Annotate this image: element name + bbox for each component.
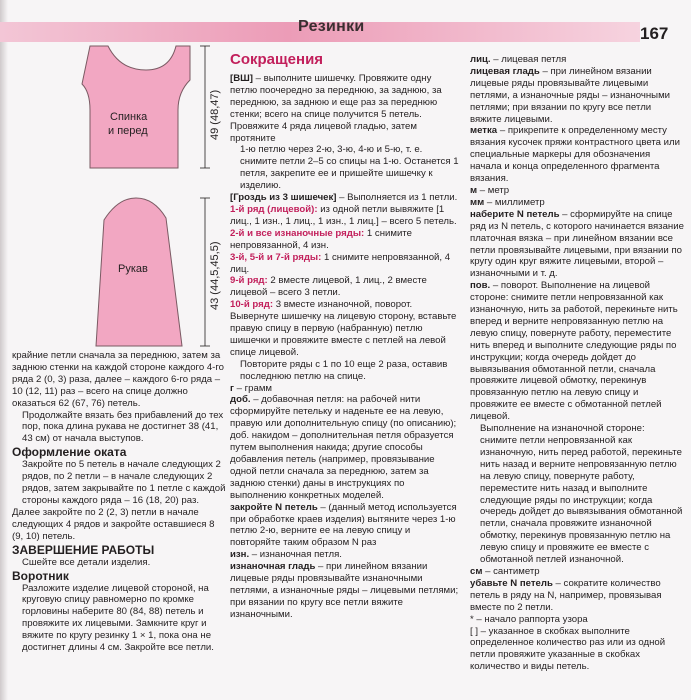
abbr-mm: мм – миллиметр (470, 196, 545, 208)
abbr-m: м – метр (470, 184, 510, 196)
abbr-dob: доб. – добавочная петля: на рабочей нити сформируйте петельку и наденьте ее на левую, правую или дополнительную спицу (по описанию); доб. накидом – дополнительная петля образуется путем выполнения накида; другие способы добавления петель (например, провязывание одной петли сначала за переднюю, затем за заднюю стенки) даны в инструкциях по выполнению конкретных моделей. (230, 394, 457, 501)
body-dimension-text: 49 (48,47) (209, 89, 221, 140)
heading-okat: Оформление оката (12, 445, 127, 460)
page-number: 167 (640, 24, 669, 43)
heading-collar: Воротник (12, 568, 69, 583)
abbr-row-3: 3-й, 5-й и 7-й ряды: 1 снимите непровязанной, 4 лиц. (230, 251, 451, 275)
abbr-licgl: лицевая гладь – при линейном вязании лицевые ряды провязывайте лицевыми петлями, а изнаночные ряды – изнаночными петлями; при вязании по кругу все петли вяжите лицевыми. (470, 65, 671, 125)
abbr-sm: см – сантиметр (470, 565, 540, 577)
body-label-1: Спинка (110, 111, 148, 123)
abbr-nab: наберите N петель – сформируйте на спице ряд из N петель, с которого начинается вязание (470, 208, 684, 232)
abbr-row-1: 1-й ряд (лицевой): из одной петли вывяжите [1 лиц., 1 изн., 1 лиц., 1 изн., 1 лиц.] – всего 5 петель. (230, 203, 457, 227)
okat-text-1: Закройте по 5 петель в начале следующих 2 рядов, по 2 петли – в начале следующих 2 рядов, затем закрывайте по 1 петле с каждой стороны каждого ряда – 16 (18, 20) раз. (22, 459, 226, 506)
sleeve-label: Рукав (118, 263, 148, 275)
abbr-row-10: 10-й ряд: 3 вместе изнаночной, поворот. Вывернуте шишечку на лицевую сторону, вставьте правую спицу в первую (набранную) петлю шишечки и провяжите вместе с петлей на левой спице лицевой. (230, 299, 457, 358)
section-title: Резинки (298, 18, 365, 35)
left-column (12, 350, 226, 654)
abbr-ub: убавьте N петель – сократите количество петель в ряду на N, например, провязывая вместе по 2 петли. (470, 577, 662, 613)
abbr-row-9: 9-й ряд: 2 вместе лицевой, 1 лиц., 2 вместе лицевой – всего 3 петли. (230, 275, 427, 299)
finish-text: Сшейте все детали изделия. (22, 556, 151, 568)
abbr-repeat: Повторите ряды с 1 по 10 еще 2 раза, оставив последнюю петлю на спице. (240, 358, 448, 382)
pattern-diagram (0, 40, 228, 355)
abbr-plat: платочная вязка – при линейном вязании все петли провязывайте лицевыми, при вязании по кругу один круг вяжите лицевыми, второй – изнаночными и т. д. (470, 232, 682, 280)
right-column (470, 54, 684, 673)
abbr-star: * – начало раппорта узора (470, 613, 588, 625)
abbr-gram: г – грамм (230, 382, 273, 394)
body-label-2: и перед (108, 125, 148, 137)
sleeve-text-2: Продолжайте вязать без прибавлений до тех пор, пока длина рукава не достигнет 38 (41, 43 см) от начала выступов. (22, 409, 224, 445)
abbreviations-title: Сокращения (230, 51, 324, 68)
abbr-row-2: 2-й и все изнаночные ряды: 1 снимите непровязанной, 4 изн. (230, 227, 412, 251)
okat-text-2: Далее закройте по 2 (2, 3) петли в начале следующих 4 рядов и закройте оставшиеся 8 (9, 10) петель. (12, 506, 215, 542)
abbr-vsh: [ВШ] – выполните шишечку. Провяжите одну петлю поочередно за переднюю, за заднюю, за переднюю, за заднюю и еще раз за переднюю стенки; всего на спице получится 5 петель. Провяжите 4 ряда лицевой гладью, затем протяните (230, 73, 442, 144)
abbr-brackets: [ ] – указанное в скобках выполните определенное количество раз или из одной петли провяжите указанные в скобках количество и виды петель. (470, 625, 666, 673)
abbr-grozd: [Гроздь из 3 шишечек] – Выполняется из 1 петли. (230, 192, 458, 204)
abbr-izn: изн. – изнаночная петля. (230, 549, 342, 561)
abbr-pov-2: Выполнение на изнаночной стороне: снимите петли непровязанной как изнаночную, нить перед работой, перекиньте нить назад и верните непровязанную петлю на левую спицу, повернуте работу, переместите нить назад и выполните следующие ряды по инструкции; когда очередь дойдет до вывязывания обмотанной петли, сначала провяжите изнаночной обмотку, перекинув провязанную петлю на левую спицу и провяжите ее вместе с обмотанной петлей изнаночной. (480, 423, 683, 566)
body-piece (82, 46, 190, 168)
sleeve-dimension-text: 43 (44,5,45,5) (209, 241, 221, 310)
sleeve-text-1: крайние петли сначала за переднюю, затем за заднюю стенки на каждой стороне каждого 4-го ряда 2 (0, 3) раза, далее – каждого 6-го ряда – 10 (12, 11) раз – всего на спице должно оказаться 62 (67, 76) петель. (12, 350, 224, 409)
middle-column (230, 51, 460, 621)
abbr-metka: метка – прикрепите к определенному месту вязания кусочек пряжи контрастного цвета или специальные маркеры для обозначения начала и конца определенного фрагмента вязания. (470, 125, 680, 185)
abbr-zakr: закройте N петель – (данный метод используется при обработке краев изделия) вытяните через 1-ю петлю 2-ю, верните ее на левую спицу и повторяйте таким образом N раз (230, 501, 457, 549)
collar-text: Разложите изделие лицевой стороной, на круговую спицу равномерно по кромке горловины наберите 80 (84, 88) петель и провяжите их лицевыми. Замкните круг и вяжите по кругу резинку 1 × 1, пока она не достигнет длины 4 см. Закройте все петли. (22, 582, 214, 654)
abbr-izngl: изнаночная гладь – при линейном вязании лицевые ряды провязывайте изнаночными петлями, а изнаночные ряды – лицевыми петлями; при вязании по кругу все петли вяжите изнаночными. (230, 561, 459, 620)
abbr-pov: пов. – поворот. Выполнение на лицевой стороне: снимите петли непровязанной как изнаночную, нить за работой, перекиньте нить вперед и верните непровязанную петлю на левую спицу, повернуте работу, переместите нить вперед и выполните следующие ряды по инструкции; когда очередь дойдет до вывязывания обмотанной петли, сначала провяжите лицевой обмотку, перекинув провязанную петлю на левую спицу и провяжите ее вместе с обмотанной петлей лицевой. (470, 280, 678, 423)
heading-finish: ЗАВЕРШЕНИЕ РАБОТЫ (12, 542, 155, 557)
abbr-vsh-2: 1-ю петлю через 2-ю, 3-ю, 4-ю и 5-ю, т. е. снимите петли 2–5 со спицы на 1-ю. Останется 1 петля, закрепите ее и пришейте шишечку к изделию. (240, 144, 459, 192)
abbr-lic: лиц. – лицевая петля (470, 54, 567, 65)
